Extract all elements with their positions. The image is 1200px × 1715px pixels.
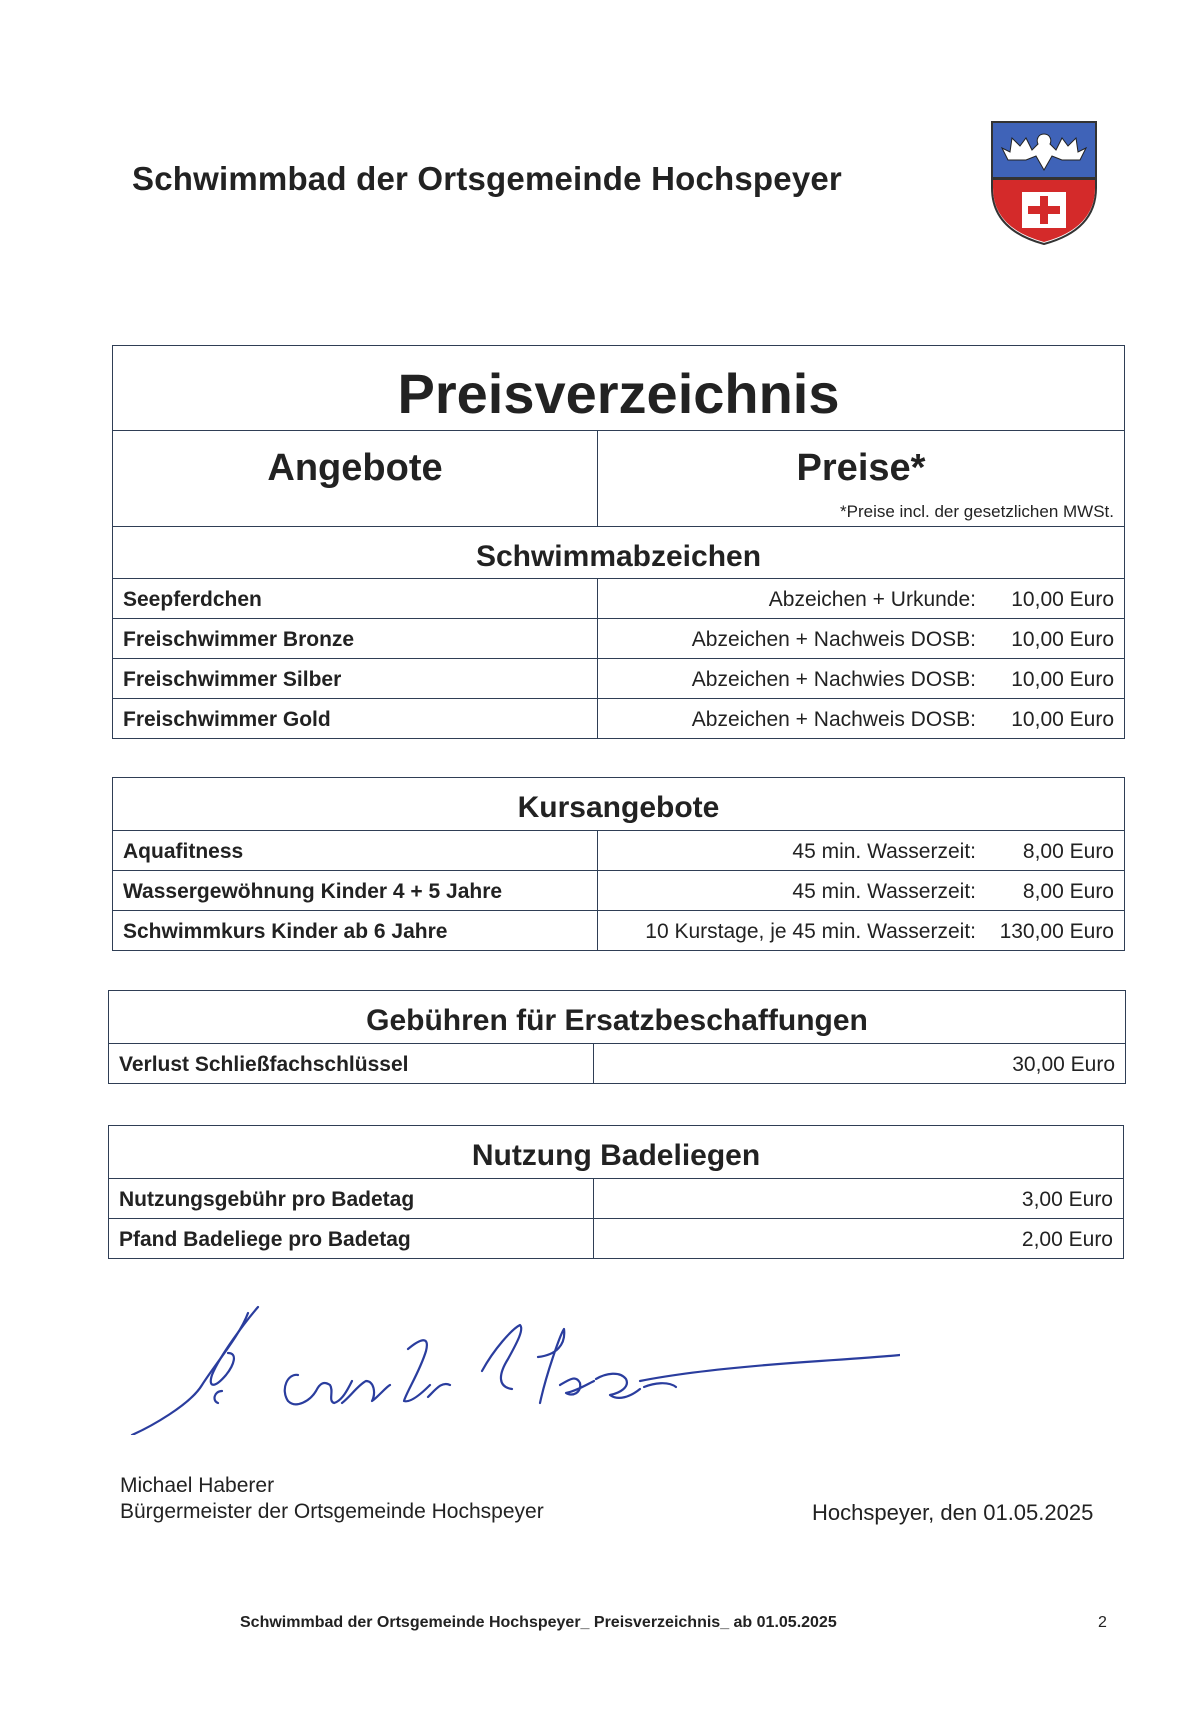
price-value: 30,00 Euro [1012,1053,1115,1076]
offer-price-cell [594,1219,1123,1258]
price-value: 10,00 Euro [1011,668,1114,691]
table-row [113,870,1124,910]
table-row [109,1218,1123,1258]
price-desc: 45 min. Wasserzeit: [792,840,976,863]
offer-name: Freischwimmer Silber [113,659,598,698]
offer-name: Wassergewöhnung Kinder 4 + 5 Jahre [113,871,598,910]
vat-note: *Preise incl. der gesetzlichen MWSt. [840,502,1114,521]
section-heading: Kursangebote [517,791,720,824]
table-row [109,1043,1125,1083]
price-desc: Abzeichen + Nachwies DOSB: [691,668,976,691]
price-desc: Abzeichen + Nachweis DOSB: [691,708,976,731]
price-value: 8,00 Euro [1022,880,1114,903]
price-value: 10,00 Euro [1011,708,1114,731]
price-value: 10,00 Euro [1011,588,1114,611]
table-row [113,910,1124,950]
price-desc: 45 min. Wasserzeit: [792,880,976,903]
price-table-courses [112,777,1125,951]
table-row [113,658,1124,698]
handwritten-signature [120,1305,900,1435]
price-value: 3,00 Euro [1021,1188,1113,1211]
offer-name: Pfand Badeliege pro Badetag [109,1219,594,1258]
offer-price-cell [598,579,1124,618]
offer-name: Verlust Schließfachschlüssel [109,1044,594,1083]
offer-price-cell [598,871,1124,910]
offer-name: Schwimmkurs Kinder ab 6 Jahre [113,911,598,950]
offer-price-cell [598,911,1124,950]
price-table-sunloungers [108,1125,1124,1259]
signatory-name: Michael Haberer [120,1474,275,1497]
col-offers: Angebote [113,431,598,526]
price-value: 8,00 Euro [1022,840,1114,863]
table-row [113,698,1124,738]
col-prices [598,431,1124,526]
offer-price-cell [594,1044,1125,1083]
offer-price-cell [598,659,1124,698]
price-value: 2,00 Euro [1021,1228,1113,1251]
offer-name: Freischwimmer Gold [113,699,598,738]
pool-title: Schwimmbad der Ortsgemeinde Hochspeyer [132,160,842,197]
footer-text: Schwimmbad der Ortsgemeinde Hochspeyer_ Preisverzeichnis_ ab 01.05.2025 [240,1614,837,1631]
price-list-title: Preisverzeichnis [397,362,840,425]
price-desc: Abzeichen + Urkunde: [768,588,976,611]
offer-price-cell [598,619,1124,658]
signatory-role: Bürgermeister der Ortsgemeinde Hochspeyer [120,1500,544,1523]
price-value: 10,00 Euro [1011,628,1114,651]
column-headers [113,430,1124,526]
section-heading: Gebühren für Ersatzbeschaffungen [366,1004,868,1037]
offer-price-cell [598,699,1124,738]
offer-name: Nutzungsgebühr pro Badetag [109,1179,594,1218]
table-row [109,1178,1123,1218]
coat-of-arms-icon [986,118,1102,248]
table-row [113,618,1124,658]
page-number: 2 [1098,1614,1107,1631]
place-date: Hochspeyer, den 01.05.2025 [812,1500,1094,1525]
price-table-replacement-fees [108,990,1126,1084]
offer-price-cell [598,831,1124,870]
col-prices-label: Preise* [796,447,926,489]
section-heading: Schwimmabzeichen [113,526,1124,578]
offer-name: Seepferdchen [113,579,598,618]
offer-name: Freischwimmer Bronze [113,619,598,658]
offer-name: Aquafitness [113,831,598,870]
table-row [113,830,1124,870]
price-value: 130,00 Euro [999,920,1114,943]
price-desc: 10 Kurstage, je 45 min. Wasserzeit: [645,920,976,943]
table-row [113,578,1124,618]
price-desc: Abzeichen + Nachweis DOSB: [691,628,976,651]
section-heading: Nutzung Badeliegen [471,1139,761,1172]
offer-price-cell [594,1179,1123,1218]
price-table-swim-badges [112,345,1125,739]
